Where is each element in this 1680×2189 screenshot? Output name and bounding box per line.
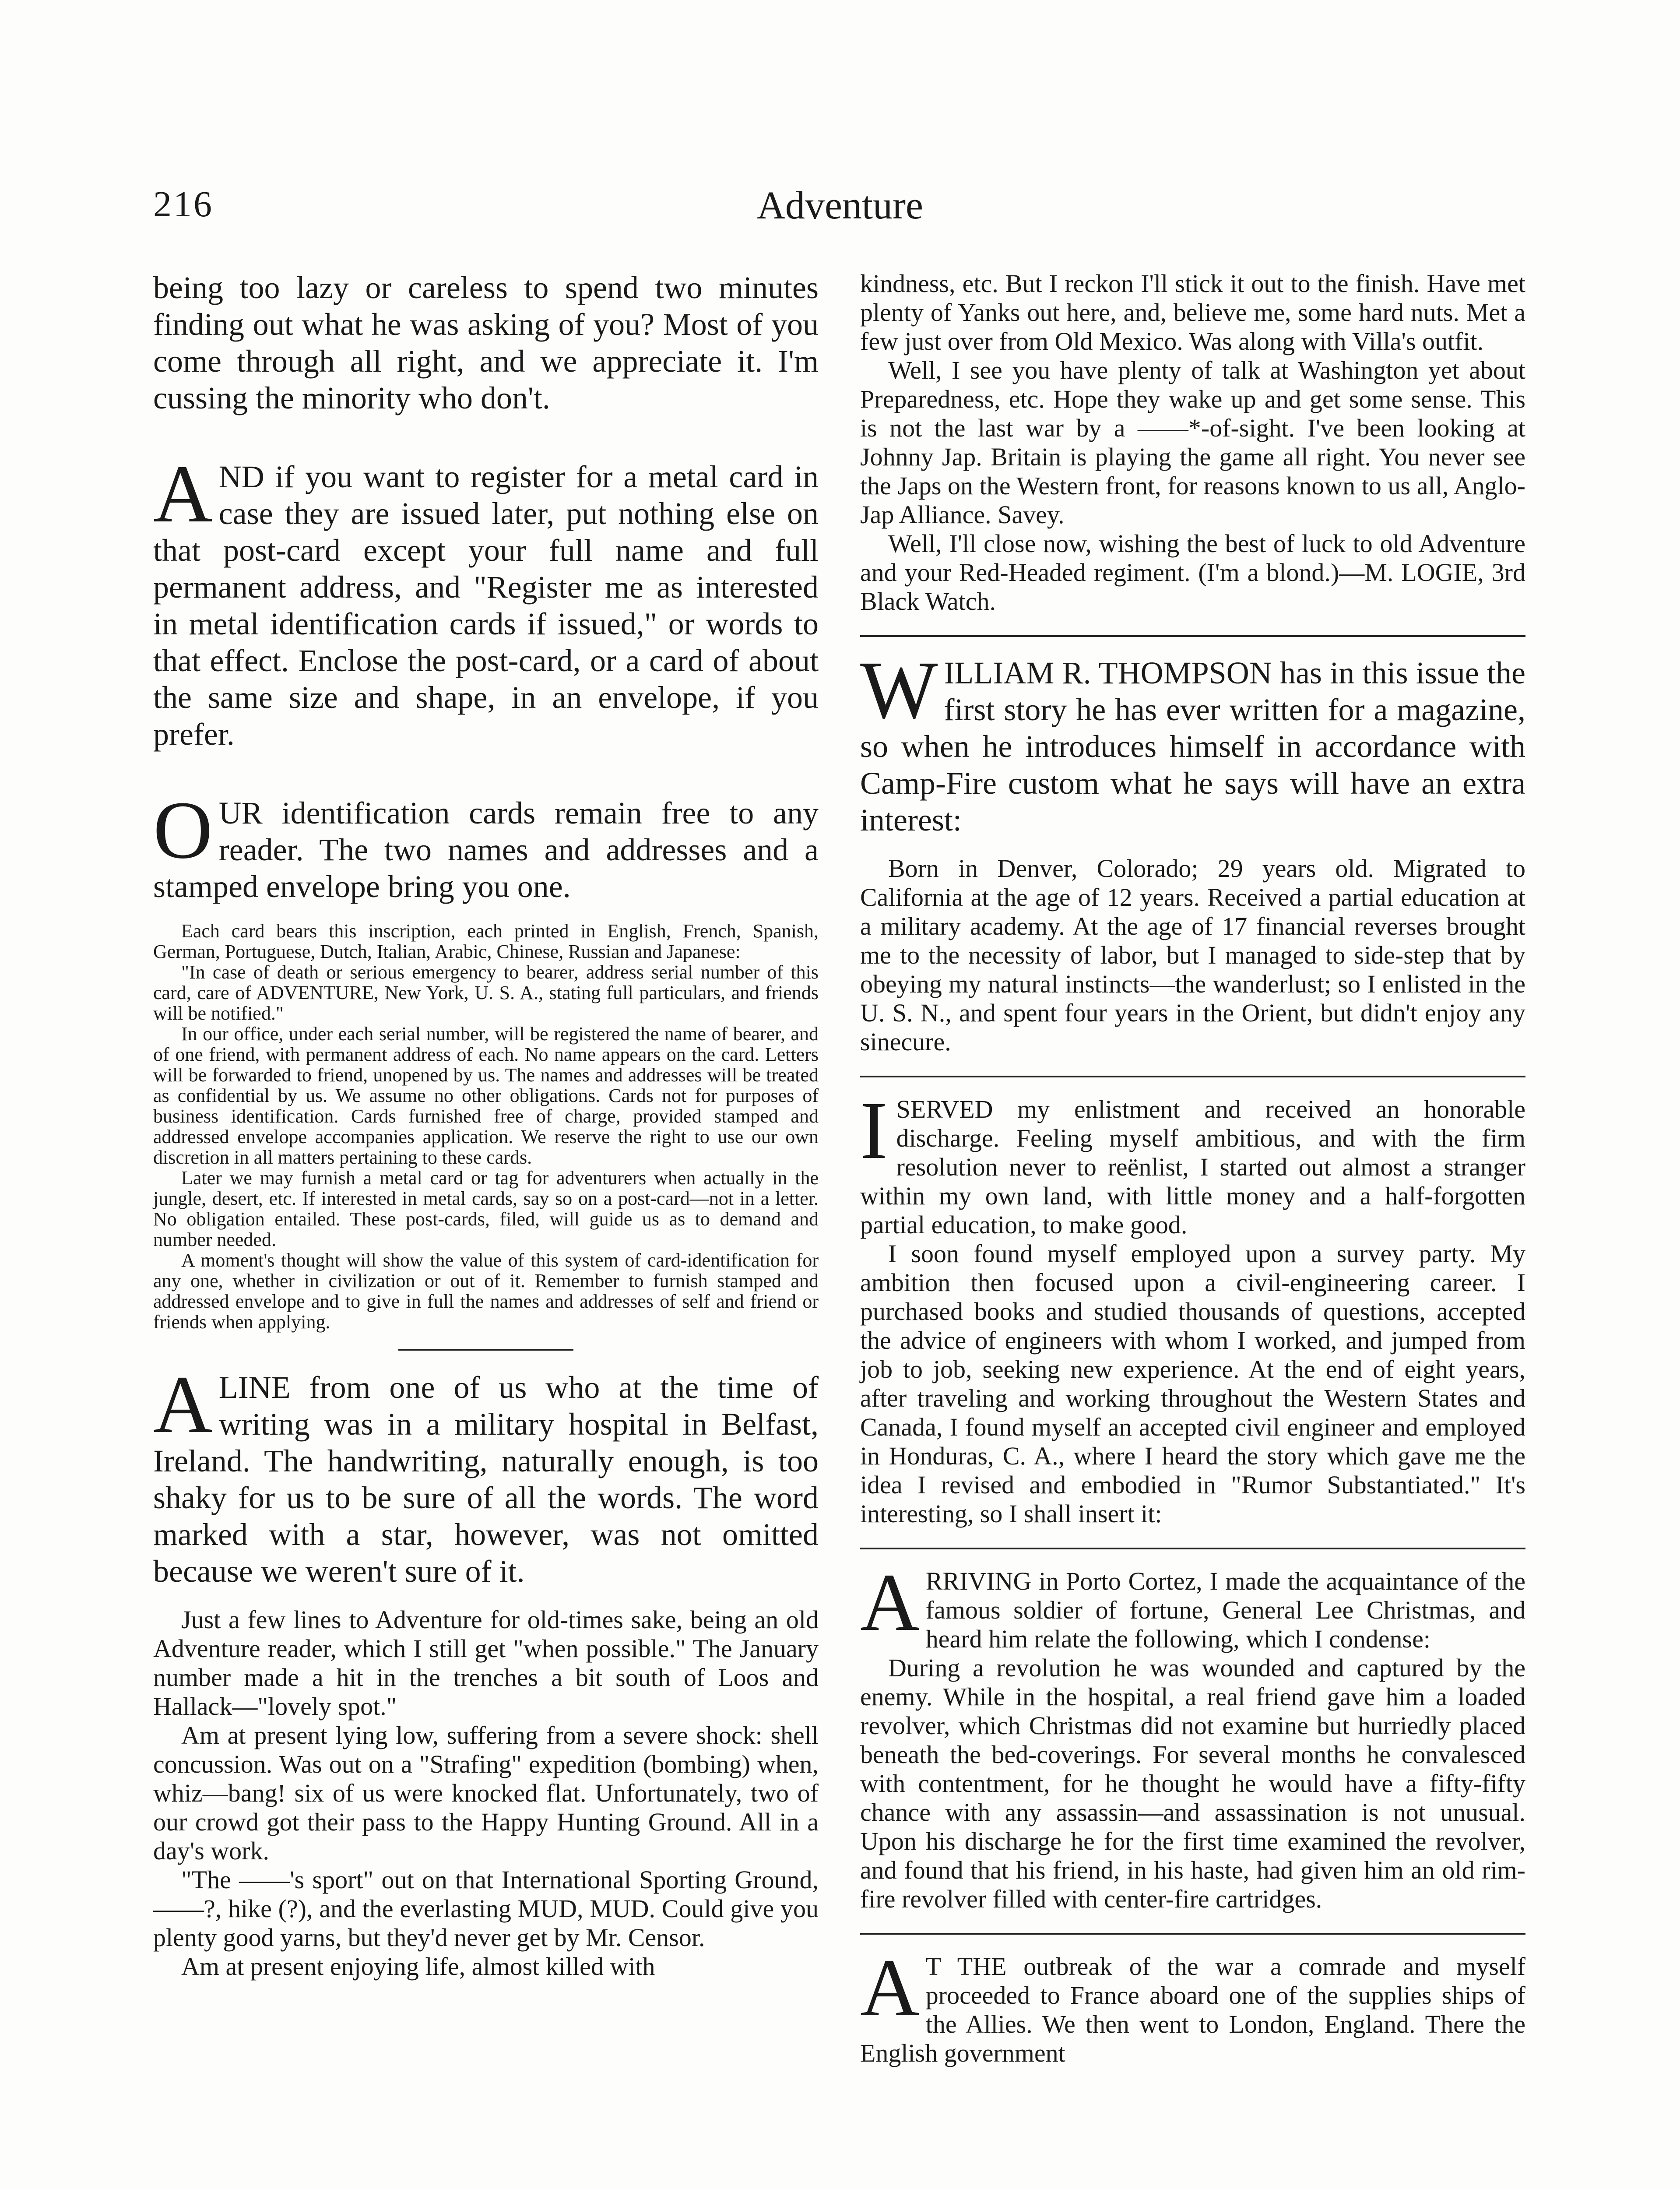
letter-paragraph: Just a few lines to Adventure for old-times sake, being an old Adventure reader, which I still get "when possible." The January number made a hit in the trenches a bit south of Loos and Hallack—"lovely spot." [153,1605,819,1721]
paragraph: During a revolution he was wounded and captured by the enemy. While in the hospital, a real friend gave him a loaded revolver, which Christmas did not examine but hurriedly placed beneath the bed-coverings. For several months he convalesced with contentment, for he thought he would have a fifty-fifty chance with any assassin—and assassination is not unusual. Upon his discharge he for the first time examined the revolver, and found that his friend, in his haste, had given him an old rim-fire revolver filled with center-fire cartridges. [860,1654,1525,1913]
letter-paragraph: Am at present enjoying life, almost killed with [181,1952,655,1981]
drop-cap: A [860,1556,920,1648]
paragraph: WILLIAM R. THOMPSON has in this issue the first story he has ever written for a magazine, so when he introduces himself in accordance with Camp-Fire custom what he says will have an extra interest: [860,644,1525,838]
divider [860,1933,1525,1935]
paragraph: being too lazy or careless to spend two minutes finding out what he was asking of you? Most of you come through all right, and we appreciate it. I'm cussing the minority who don't. [153,270,819,415]
left-column [153,269,819,1981]
divider [860,1076,1525,1077]
small-print: "In case of death or serious emergency to bearer, address serial number of this card, care of ADVENTURE, New York, U. S. A., stating full particulars, and friends will be notified." [153,961,819,1024]
right-column [860,269,1525,2068]
letter-paragraph: kindness, etc. But I reckon I'll stick it out to the finish. Have met plenty of Yanks out here, and, believe me, some hard nuts. Met a few just over from Old Mexico. Was along with Villa's outfit. [860,269,1525,355]
drop-cap: A [153,1358,213,1450]
paragraph: I soon found myself employed upon a survey party. My ambition then focused upon a civil-engineering career. I purchased books and studied thousands of questions, accepted the advice of engineers with whom I worked, and jumped from job to job, seeking new experience. At the end of eight years, after traveling and working throughout the Western States and Canada, I found myself an accepted civil engineer and employed in Honduras, C. A., where I heard the story which gave me the idea I revised and embodied in "Rumor Substantiated." It's interesting, so I shall insert it: [860,1239,1525,1528]
paragraph: ISERVED my enlistment and received an honorable discharge. Feeling myself ambitious, and with the firm resolution never to reënlist, I started out almost a stranger within my own land, with little money and a half-forgotten partial education, to make good. [860,1084,1525,1239]
running-header [153,183,1527,227]
letter-paragraph: "The ——'s sport" out on that International Sporting Ground, ——?, hike (?), and the everlasting MUD, MUD. Could give you plenty good yarns, but they'd never get by Mr. Censor. [153,1865,819,1952]
small-print: In our office, under each serial number, will be registered the name of bearer, and of one friend, with permanent address of each. No name appears on the card. Letters will be forwarded to friend, unopened by us. The names and addresses will be treated as confidential by us. We assume no other obligations. Cards not for purposes of business identification. Cards furnished free of charge, provided stamped and addressed envelope accompanies application. We reserve the right to use our own discretion in all matters pertaining to these cards. [153,1023,819,1168]
divider [860,635,1525,637]
paragraph: A T THE outbreak of the war a comrade and myself proceeded to France aboard one of the supplies ships of the Allies. We then went to London, England. There the English government [860,1942,1525,2067]
letter-paragraph: Well, I'll close now, wishing the best of luck to old Adventure and your Red-Headed regiment. (I'm a blond.)—M. LOGIE, 3rd Black Watch. [860,529,1525,616]
small-print: Each card bears this inscription, each printed in English, French, Spanish, German, Portuguese, Dutch, Italian, Arabic, Chinese, Russian and Japanese: [153,920,819,962]
divider [398,1349,573,1351]
drop-cap: W [860,644,938,736]
drop-cap: O [153,784,213,876]
paragraph: ALINE from one of us who at the time of writing was in a military hospital in Belfast, Ireland. The handwriting, naturally enough, is too shaky for us to be sure of all the words. The word marked with a star, however, was not omitted because we weren't sure of it. [153,1358,819,1589]
divider [860,1548,1525,1549]
paragraph: AND if you want to register for a metal card in case they are issued later, put nothing else on that post-card except your full name and full permanent address, and "Register me as interested in metal identification cards if issued," or words to that effect. Enclose the post-card, or a card of about the same size and shape, in an envelope, if you prefer. [153,448,819,752]
small-print: Later we may furnish a metal card or tag for adventurers when actually in the jungle, desert, etc. If interested in metal cards, say so on a post-card—not in a letter. No obligation entailed. These post-cards, filed, will guide us as to demand and number needed. [153,1167,819,1250]
letter-paragraph: Born in Denver, Colorado; 29 years old. Migrated to California at the age of 12 years. Received a partial education at a military academy. At the age of 17 financial reverses brought me to the necessity of labor, but I managed to side-step that by obeying my natural instincts—the wanderlust; so I enlisted in the U. S. N., and spent four years in the Orient, but didn't enjoy any sinecure. [860,854,1525,1056]
letter-paragraph: Well, I see you have plenty of talk at Washington yet about Preparedness, etc. Hope they wake up and get some sense. This is not the last war by a ——*-of-sight. I've been looking at Johnny Jap. Britain is playing the game all right. You never see the Japs on the Western front, for reasons known to us all, Anglo-Jap Alliance. Savey. [860,356,1525,529]
running-title: Adventure [757,184,923,227]
drop-cap: I [860,1084,888,1176]
page-number: 216 [153,184,214,225]
paragraph: OUR identification cards remain free to any reader. The two names and addresses and a stamped envelope bring you one. [153,784,819,904]
drop-cap: A [860,1942,920,2033]
paragraph: ARRIVING in Porto Cortez, I made the acquaintance of the famous soldier of fortune, General Lee Christmas, and heard him relate the following, which I condense: [860,1556,1525,1653]
drop-cap: A [153,448,213,539]
letter-paragraph: Am at present lying low, suffering from a severe shock: shell concussion. Was out on a "Strafing" expedition (bombing) when, whiz—bang! six of us were knocked flat. Unfortunately, two of our crowd got their pass to the Happy Hunting Ground. All in a day's work. [153,1721,819,1865]
small-print: A moment's thought will show the value of this system of card-identification for any one, whether in civilization or out of it. Remember to furnish stamped and addressed envelope and to give in full the names and addresses of self and friend or friends when applying. [153,1249,819,1333]
